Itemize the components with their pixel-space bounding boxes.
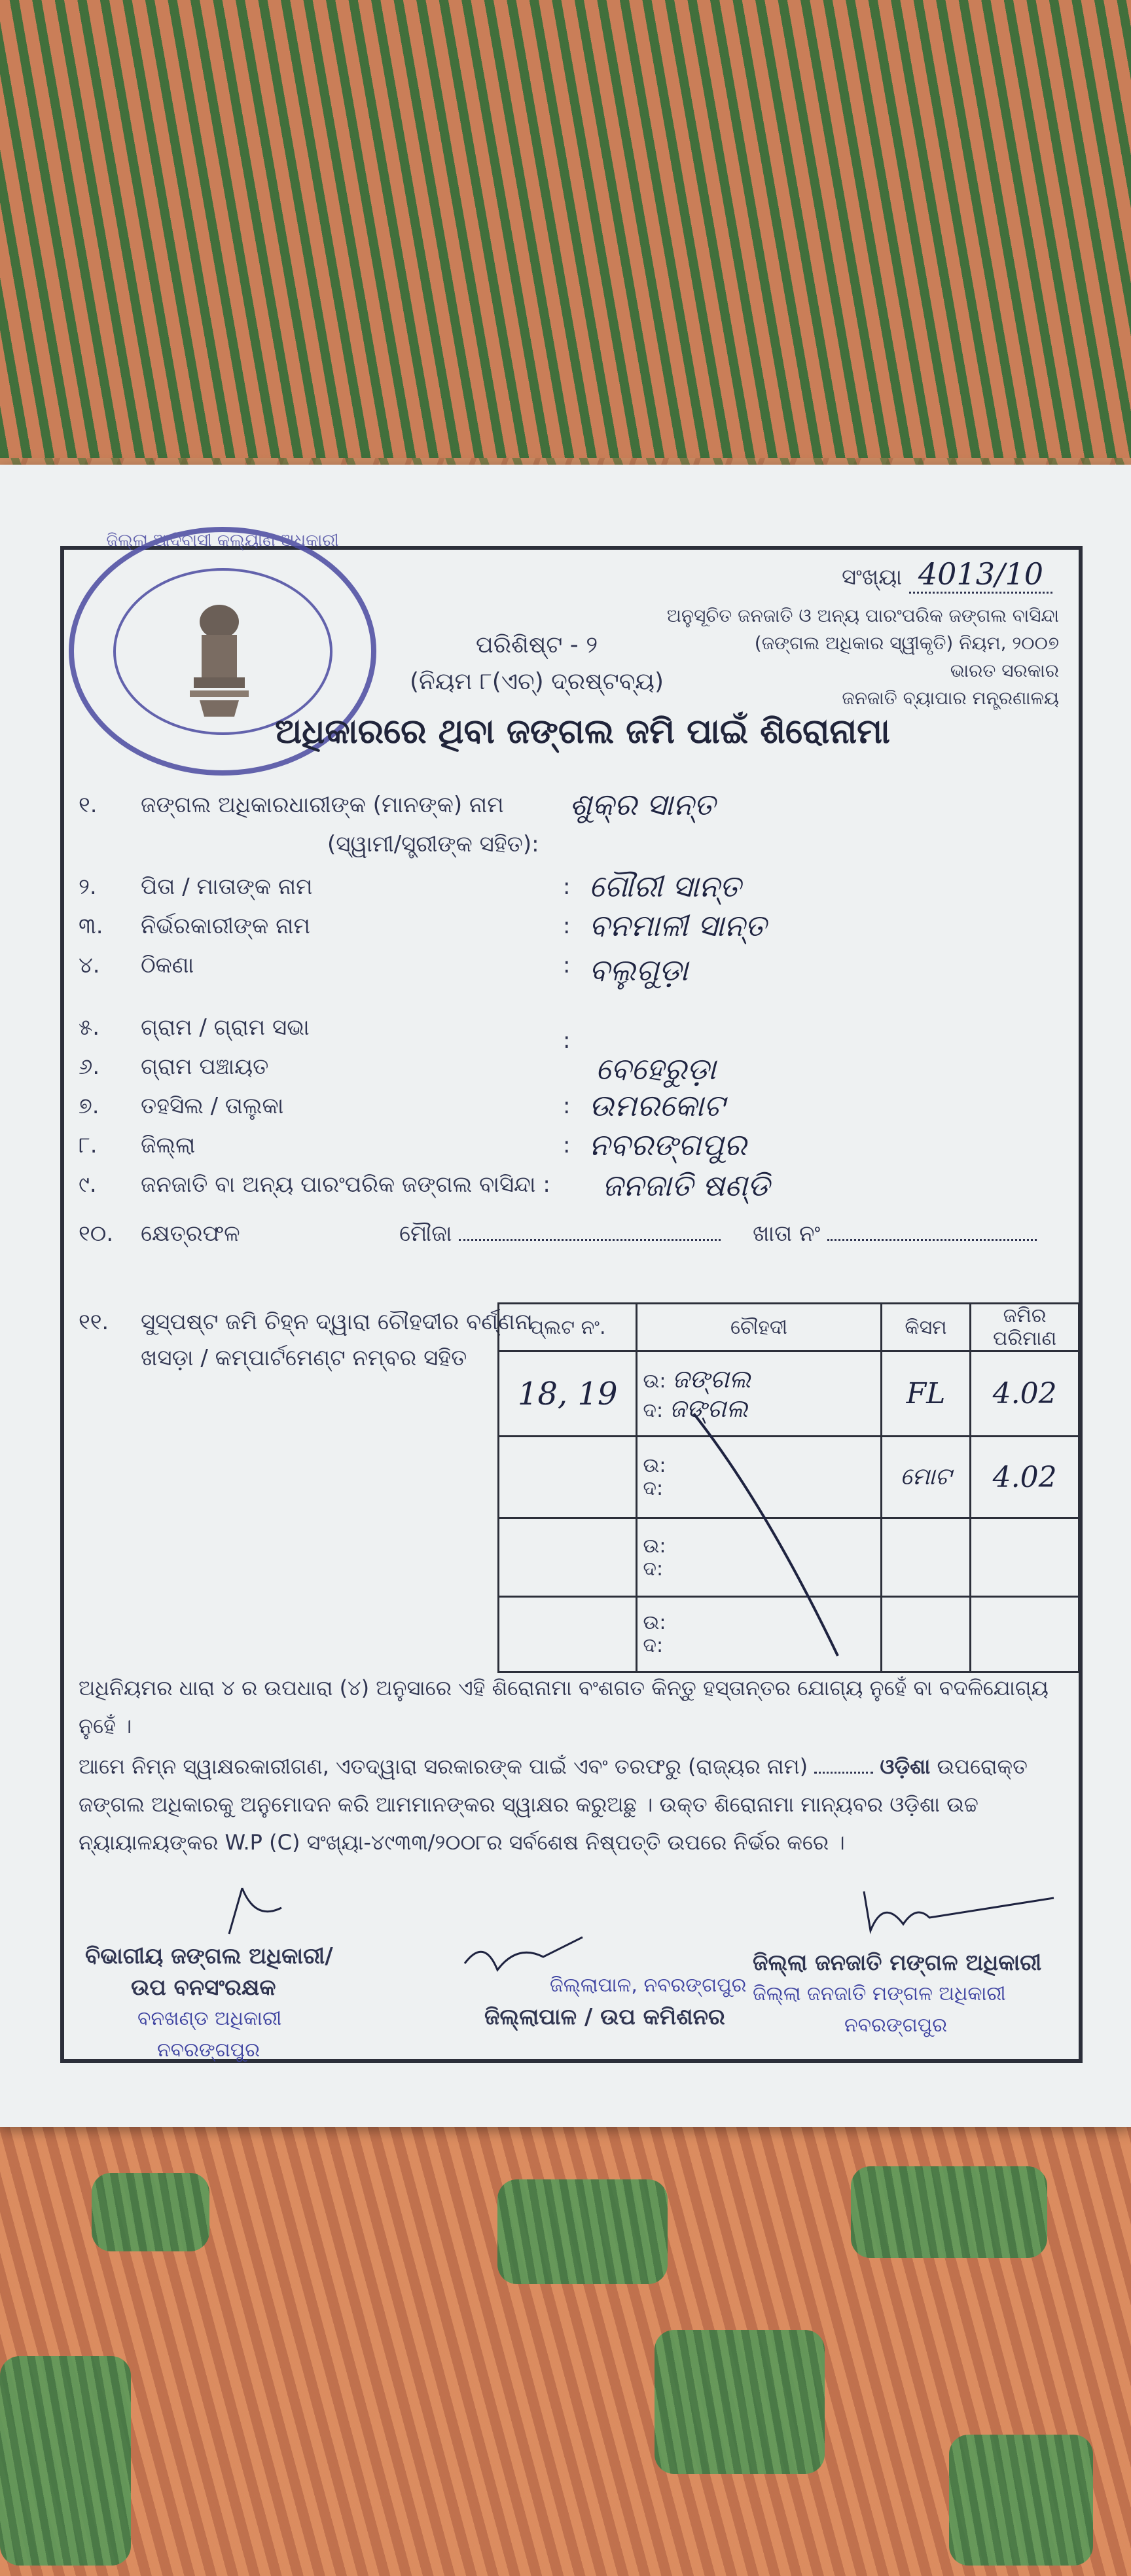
field-value: ଶୁକ୍ର ସାନ୍ତ [569,787,715,822]
annexure-label: ପରିଶିଷ୍ଟ - ୨ [475,632,598,658]
field-label: ପିତା / ମାତାଙ୍କ ନାମ [141,874,313,900]
mat-pattern [949,2435,1093,2566]
signature-block-left [85,1941,333,2066]
field-number: ୧୧. [79,1309,109,1335]
table-header: କିସମ [881,1304,970,1351]
total-area: 4.02 [971,1437,1079,1518]
signatory-title: ଜିଲ୍ଲା ଜନଜାତି ମଙ୍ଗଳ ଅଧିକାରୀ [753,1950,1042,1976]
boundary-cell: ଉ: ଦ: [637,1518,881,1597]
field-label: ଗ୍ରାମ ପଞ୍ଚାୟତ [141,1054,269,1080]
header-right-line: ଅନୁସୂଚିତ ଜନଜାତି ଓ ଅନ୍ୟ ପାରଂପରିକ ଜଙ୍ଗଲ ବାସିନ୍ଦା [666,605,1059,626]
field-number: ୧୦. [79,1221,114,1247]
field-label: ଗ୍ରାମ / ଗ୍ରାମ ସଭା [141,1014,310,1041]
document-title: ଅଧିକାରରେ ଥିବା ଜଙ୍ଗଲ ଜମି ପାଇଁ ଶିରୋନାମା [275,712,890,751]
certificate-paper: ଜିଲ୍ଲା ଆଦିବାସୀ କଲ୍ୟାଣ ଅଧିକାରୀ ସଂଖ୍ୟା 4013/10 ଅନୁସୂଚିତ ଜନଜାତି ଓ ଅନ୍ୟ ପାରଂପରିକ ଜଙ୍ଗଲ ବାସିନ୍ଦା (ଜଙ୍ଗଲ ଅଧିକାର ସ୍ୱୀକୃତି) ନିୟମ, ୨୦୦୭ ଭାରତ ସରକାର ଜନଜାତି ବ୍ୟାପାର ମନ୍ତ୍ରଣାଳୟ ପରିଶିଷ୍ଟ - ୨ (ନିୟମ ୮(ଏଚ୍) ଦ୍ରଷ୍ଟବ୍ୟ) ଅଧିକାରରେ ଥିବା ଜଙ୍ଗଲ ଜମି ପାଇଁ ଶିରୋନାମା ୧. ଜଙ୍ଗଲ ଅଧିକାରଧାରୀଙ୍କ (ମାନଙ୍କ) ନାମ ଶୁକ୍ର ସାନ୍ତ (ସ୍ୱାମୀ/ସ୍ତ୍ରୀଙ୍କ ସହିତ): ୨. ପିତା / ମାତାଙ୍କ ନାମ : ଗୌରୀ ସାନ୍ତ ୩. ନିର୍ଭରକାରୀଙ୍କ ନାମ : ବନମାଳୀ ସାନ୍ତ ୪. ଠିକଣା : ବଲୁଗୁଡ଼ା ୫. ଗ୍ରାମ / ଗ୍ରାମ ସଭା : ୬. ଗ୍ରାମ ପଞ୍ଚାୟତ ବେହେରୁଡ଼ା ୭. ତହସିଲ / ତାଲୁକା : ଉମରକୋଟ ୮. ଜିଲ୍ଲା : ନବରଙ୍ଗପୁର ୯. ଜନଜାତି ବା ଅନ୍ୟ ପାରଂପରିକ ଜଙ୍ଗଲ ବାସିନ୍ଦା : ଜନଜାତି ଷଣ୍ଡି ୧୦. କ୍ଷେତ୍ରଫଳ ମୌଜା ଖାତା ନଂ ୧୧. ସୁସ୍ପଷ୍ଟ ଜମି ଚିହ୍ନ ଦ୍ୱାରା ଚୌହଦୀର ବର୍ଣ୍ଣନା ଖସଡ଼ା / କମ୍ପାର୍ଟମେଣ୍ଟ ନମ୍ବର ସହିତ ପ୍ଲଟ ନଂ. ଚୌହଦୀ କିସମ ଜମିର ପରିମାଣ 18, 19 ଉ: ଜଙ୍ଗଲ ଦ: ଜଙ୍ଗଲ FL 4.02 ଉ: ଦ: ମୋଟ 4.02 ଉ: ଦ: ଉ: ଦ: ଅଧିନିୟମର ଧାରା ୪ ର ଉପଧାରା (୪) ଅନୁସାରେ ଏହି ଶିରୋନାମା ବଂଶଗତ କିନ୍ତୁ ହସ୍ତାନ୍ତର ଯୋଗ୍ୟ ନୁହେଁ ବା ବଦଳିଯୋଗ୍ୟ ନୁହେଁ । ଆମେ ନିମ୍ନ ସ୍ୱାକ୍ଷରକାରୀଗଣ, ଏତଦ୍ୱାରା ସରକାରଙ୍କ ପାଇଁ ଏବଂ ତରଫରୁ (ରାଜ୍ୟର ନାମ) ଓଡ଼ିଶା ଉପରୋକ୍ତ ଜଙ୍ଗଲ ଅଧିକାରକୁ ଅନୁମୋଦନ କରି ଆମମାନଙ୍କର ସ୍ୱାକ୍ଷର କରୁଅଛୁ । ଉକ୍ତ ଶିରୋନାମା ମାନ୍ୟବର ଓଡ଼ିଶା ଉଚ୍ଚ ନ୍ୟାୟାଳୟଙ୍କର W.P (C) ସଂଖ୍ୟା-୪୯୩୩/୨୦୦୮ର ସର୍ବଶେଷ ନିଷ୍ପତ୍ତି ଉପରେ ନିର୍ଭର କରେ । ବିଭାଗୀୟ ଜଙ୍ଗଲ ଅଧିକାରୀ/ ଉପ ବନସଂରକ୍ଷକ ବନଖଣ୍ଡ ଅଧିକାରୀ ନବରଙ୍ଗପୁର ଜିଲ୍ଲାପାଳ, ନବରଙ୍ଗପୁର ଜିଲ୍ଲାପାଳ / ଉପ କମିଶନର ଜିଲ୍ଲା ଜନଜାତି ମଙ୍ଗଳ ଅଧିକାରୀ ଜିଲ୍ଲା ଜନଜାତି ମଙ୍ଗଳ ଅଧିକାରୀ ନବରଙ୍ଗପୁର [0,465,1131,2127]
field-value: ବଲୁଗୁଡ଼ା [589,952,689,988]
field-label: ଜିଲ୍ଲା [141,1132,196,1158]
signature-right [857,1885,1067,1937]
signatory-subtitle: ଉପ ବନସଂରକ୍ଷକ [131,1975,276,2001]
field-label: ଠିକଣା [141,952,194,978]
field-number: ୨. [79,874,97,900]
serial-value: 4013/10 [909,556,1052,594]
total-label: ମୋଟ [881,1437,970,1518]
khata-label: ଖାତା ନଂ [753,1221,1037,1247]
seal-text: ଜିଲ୍ଲା ଆଦିବାସୀ କଲ୍ୟାଣ ଅଧିକାରୀ [106,531,339,550]
field-label: କ୍ଷେତ୍ରଫଳ [141,1221,240,1247]
field-label: ଜନଜାତି ବା ଅନ୍ୟ ପାରଂପରିକ ଜଙ୍ଗଲ ବାସିନ୍ଦା : [141,1172,550,1198]
field-number: ୪. [79,952,100,978]
office-stamp: ଜିଲ୍ଲା ଜନଜାତି ମଙ୍ଗଳ ଅଧିକାରୀ [753,1982,1006,2005]
boundary-north: ଜଙ୍ଗଲ [672,1364,751,1393]
field-value: ନବରଙ୍ଗପୁର [589,1127,747,1162]
field-sublabel: (ସ୍ୱାମୀ/ସ୍ତ୍ରୀଙ୍କ ସହିତ): [327,831,539,857]
header-right-line: ଭାରତ ସରକାର [950,660,1059,681]
field-number: ୩. [79,913,103,939]
boundary-south: ଜଙ୍ଗଲ [669,1393,748,1423]
table-header-row [499,1304,1079,1351]
mat-pattern [0,2356,131,2566]
field-label: ନିର୍ଭରକାରୀଙ୍କ ନାମ [141,913,310,939]
serial-label: ସଂଖ୍ୟା [841,564,903,590]
office-stamp: ନବରଙ୍ଗପୁର [157,2039,260,2062]
signatories-paragraph: ଆମେ ନିମ୍ନ ସ୍ୱାକ୍ଷରକାରୀଗଣ, ଏତଦ୍ୱାରା ସରକାରଙ୍କ ପାଇଁ ଏବଂ ତରଫରୁ (ରାଜ୍ୟର ନାମ) ଓଡ଼ିଶା ଉପରୋକ୍ତ ଜଙ୍ଗଲ ଅଧିକାରକୁ ଅନୁମୋଦନ କରି ଆମମାନଙ୍କର ସ୍ୱାକ୍ଷର କରୁଅଛୁ । ଉକ୍ତ ଶିରୋନାମା ମାନ୍ୟବର ଓଡ଼ିଶା ଉଚ୍ଚ ନ୍ୟାୟାଳୟଙ୍କର W.P (C) ସଂଖ୍ୟା-୪୯୩୩/୨୦୦୮ର ସର୍ବଶେଷ ନିଷ୍ପତ୍ତି ଉପରେ ନିର୍ଭର କରେ । [79,1754,1028,1855]
signatory-title: ବିଭାଗୀୟ ଜଙ୍ଗଲ ଅଧିକାରୀ/ [85,1943,333,1969]
mouza-label: ମୌଜା [399,1221,721,1247]
office-stamp: ନବରଙ୍ଗପୁର [844,2014,947,2037]
signature-block-right [753,1947,1041,2041]
table-header: ଚୌହଦୀ [637,1304,881,1351]
rule-reference: (ନିୟମ ୮(ଏଚ୍) ଦ୍ରଷ୍ଟବ୍ୟ) [409,668,664,695]
field-label: ତହସିଲ / ତାଲୁକା [141,1093,284,1119]
field-label: ଖସଡ଼ା / କମ୍ପାର୍ଟମେଣ୍ଟ ନମ୍ବର ସହିତ [141,1345,467,1371]
signature-left [216,1882,295,1941]
header-right-line: (ଜଙ୍ଗଲ ଅଧିକାର ସ୍ୱୀକୃତି) ନିୟମ, ୨୦୦୭ [754,632,1059,654]
declaration-paragraph: ଅଧିନିୟମର ଧାରା ୪ ର ଉପଧାରା (୪) ଅନୁସାରେ ଏହି ଶିରୋନାମା ବଂଶଗତ କିନ୍ତୁ ହସ୍ତାନ୍ତର ଯୋଗ୍ୟ ନୁହେଁ ବା ବଦଳିଯୋଗ୍ୟ ନୁହେଁ । [79,1675,1049,1738]
boundary-cell: ଉ: ଦ: [637,1597,881,1672]
signature-block-middle [458,1970,746,2033]
mat-background-bottom [0,2120,1131,2576]
field-value: ବେହେରୁଡ଼ା [596,1051,716,1086]
field-value: ବନମାଳୀ ସାନ୍ତ [589,908,766,943]
office-stamp: ବନଖଣ୍ଡ ଅଧିକାରୀ [137,2007,282,2030]
mat-pattern [92,2173,209,2251]
table-header: ପ୍ଲଟ ନଂ. [499,1304,637,1351]
field-number: ୫. [79,1014,100,1041]
field-value: ଗୌରୀ ସାନ୍ତ [589,868,742,904]
office-stamp: ଜିଲ୍ଲାପାଳ, ନବରଙ୍ଗପୁର [550,1974,747,1997]
national-emblem-icon [170,596,268,726]
field-number: ୯. [79,1172,97,1198]
field-number: ୭. [79,1093,99,1119]
pen-strike-line [687,1407,884,1669]
boundary-cell: ଉ: ଦ: [637,1437,881,1518]
header-center [367,627,707,700]
field-number: ୧. [79,792,98,818]
mat-pattern [851,2166,1047,2258]
plot-number: 18, 19 [499,1351,637,1437]
mat-pattern [497,2179,668,2284]
serial-number [842,556,1052,592]
field-number: ୮. [79,1132,98,1158]
field-value: ଜନଜାତି ଷଣ୍ଡି [602,1168,770,1203]
mat-pattern [655,2330,825,2474]
boundary-cell: ଉ: ଜଙ୍ଗଲ ଦ: ଜଙ୍ଗଲ [637,1351,881,1437]
state-name: ଓଡ଼ିଶା [880,1754,931,1779]
table-header: ଜମିର ପରିମାଣ [971,1304,1079,1351]
field-value: ଉମରକୋଟ [589,1088,725,1123]
signatory-title: ଜିଲ୍ଲାପାଳ / ଉପ କମିଶନର [484,2004,725,2030]
mat-background-top [0,0,1131,458]
field-label: ଜଙ୍ଗଲ ଅଧିକାରଧାରୀଙ୍କ (ମାନଙ୍କ) ନାମ [141,792,504,818]
land-area: 4.02 [971,1351,1079,1437]
land-type: FL [881,1351,970,1437]
header-right-line: ଜନଜାତି ବ୍ୟାପାର ମନ୍ତ୍ରଣାଳୟ [842,687,1059,709]
field-number: ୬. [79,1054,100,1080]
field-label: ସୁସ୍ପଷ୍ଟ ଜମି ଚିହ୍ନ ଦ୍ୱାରା ଚୌହଦୀର ବର୍ଣ୍ଣନା [141,1309,533,1335]
